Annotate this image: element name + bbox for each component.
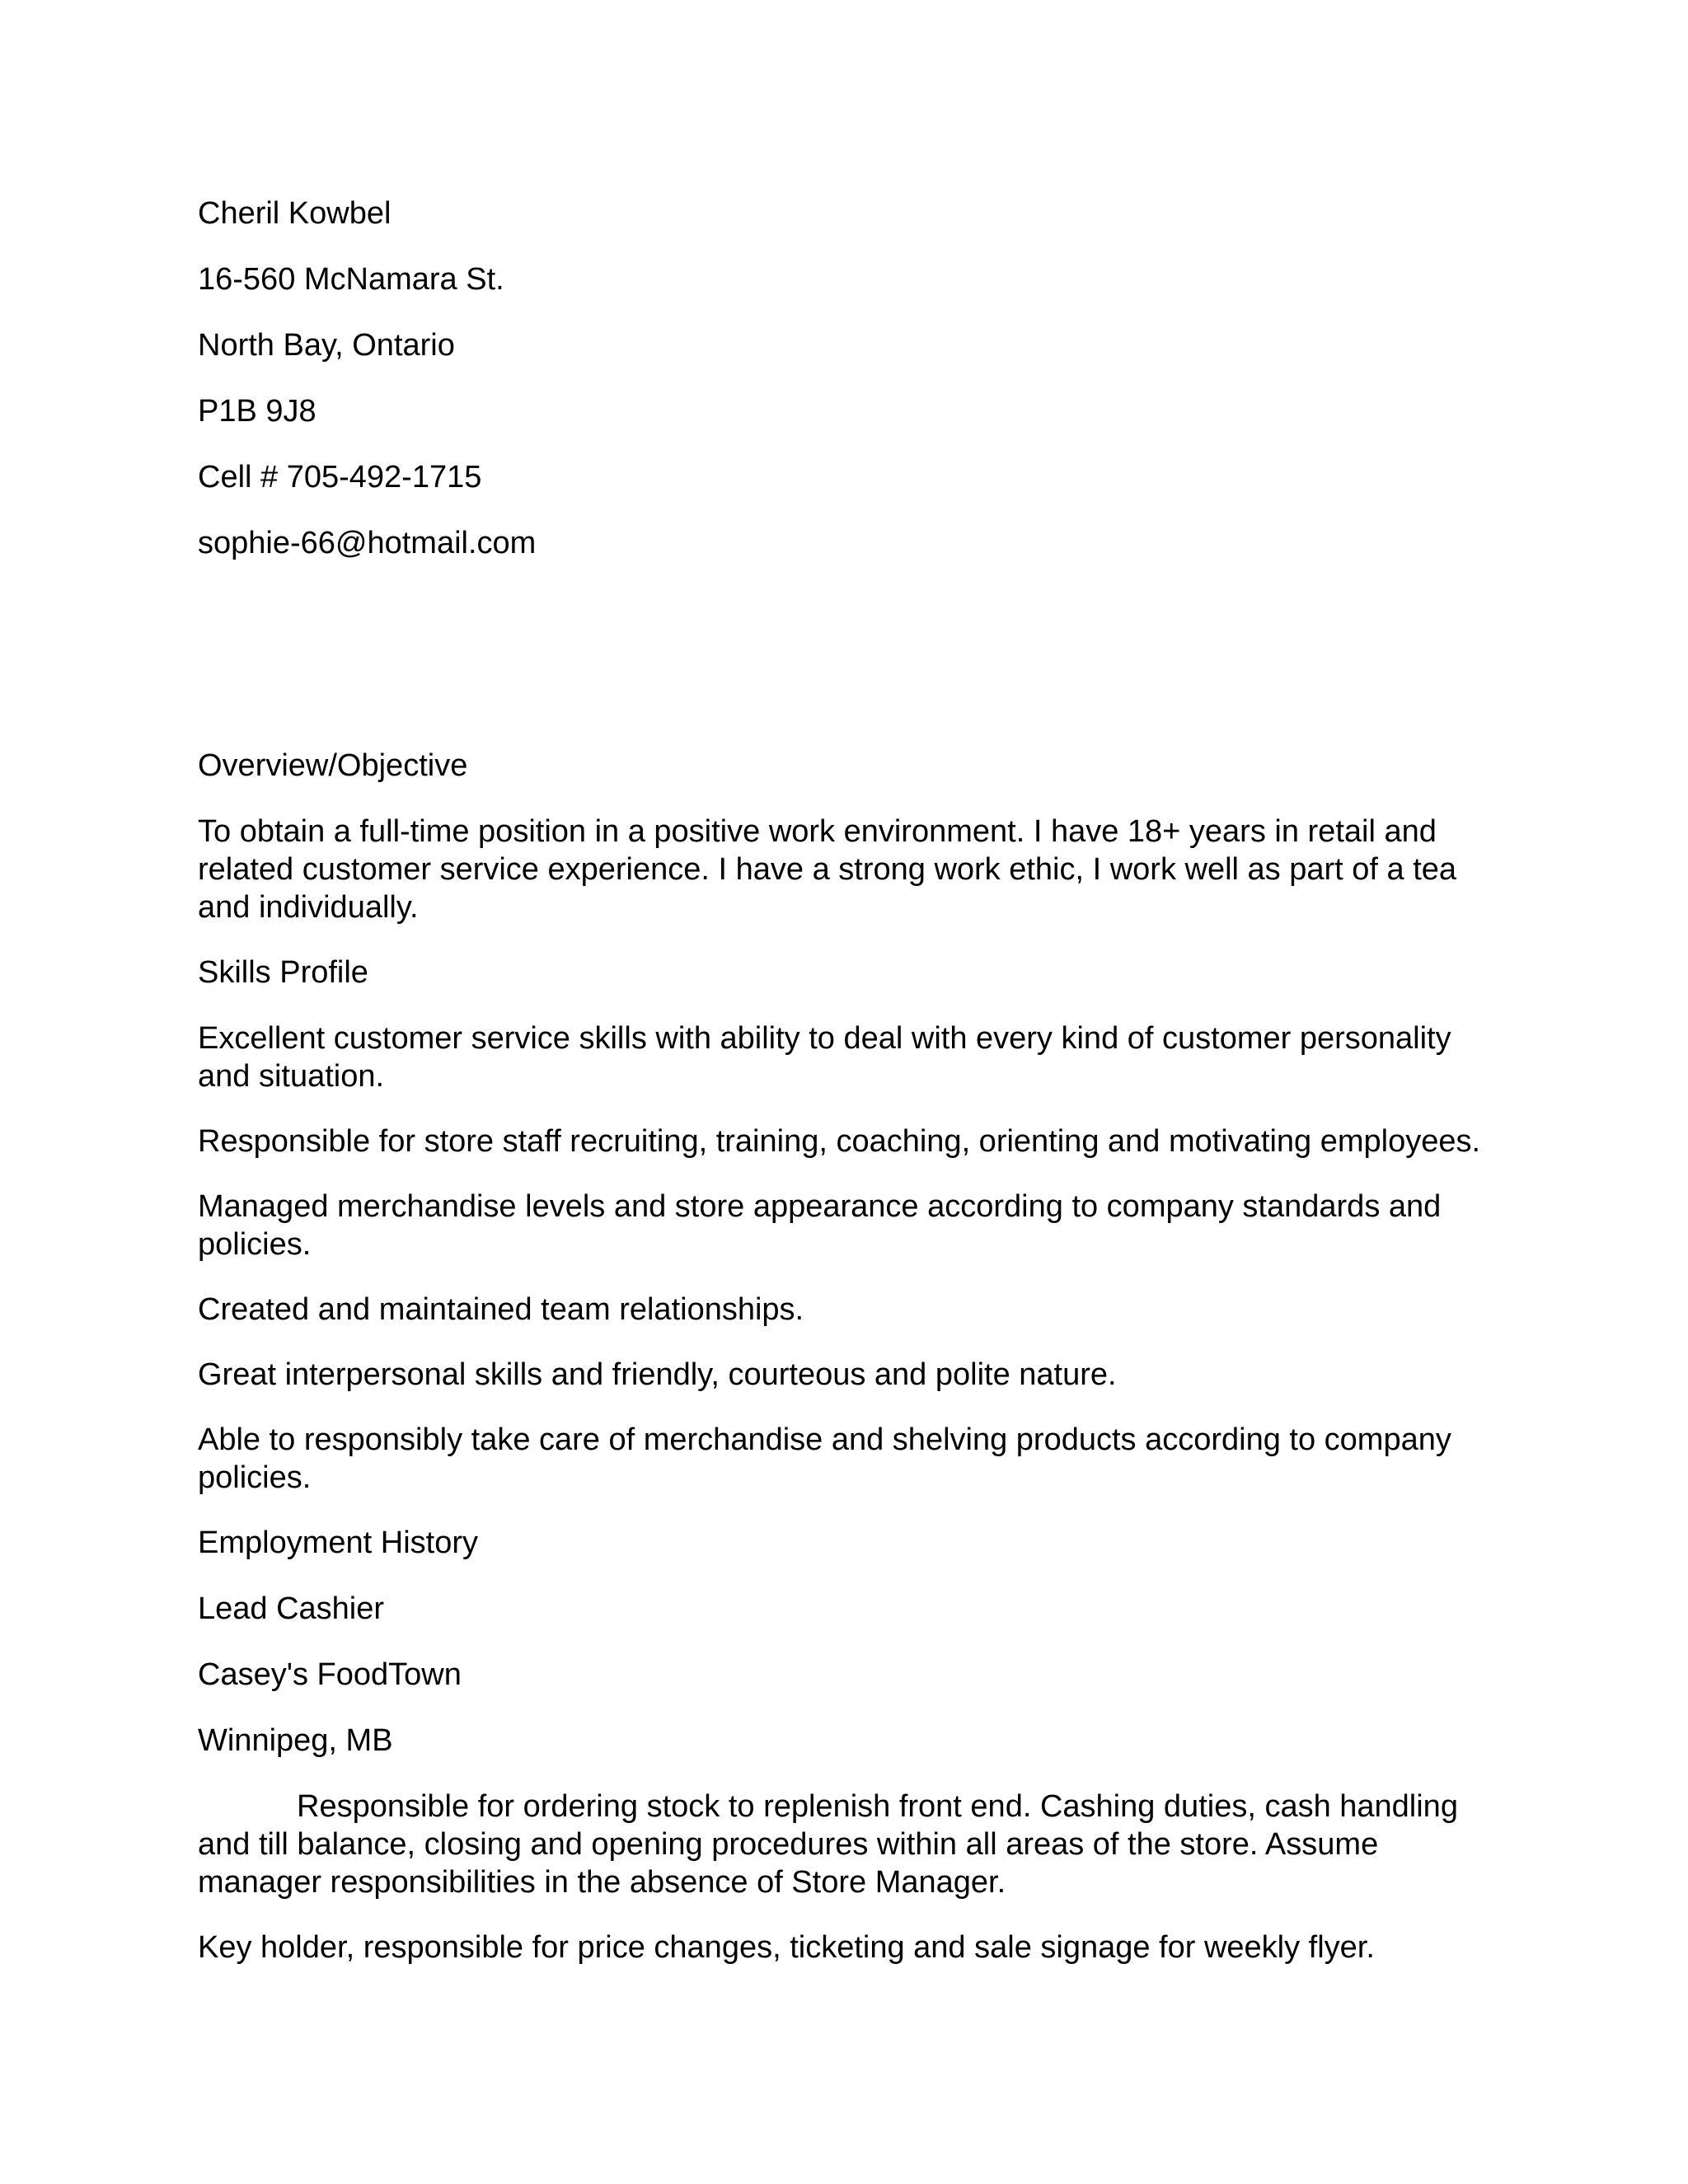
employment-section	[198, 1524, 1484, 1966]
overview-heading: Overview/Objective	[198, 748, 468, 783]
skill-item: Excellent customer service skills with ability to deal with every kind of customer personality and situation.	[198, 1021, 1451, 1094]
skill-item: Able to responsibly take care of merchandise and shelving products according to company policies.	[198, 1422, 1451, 1495]
contact-postal-code: P1B 9J8	[198, 394, 316, 429]
resume-body	[198, 194, 1484, 1994]
skill-item: Managed merchandise levels and store appearance according to company standards and policies.	[198, 1189, 1442, 1262]
contact-email: sophie-66@hotmail.com	[198, 526, 537, 560]
employer-name: Casey's FoodTown	[198, 1657, 462, 1692]
skills-heading: Skills Profile	[198, 955, 368, 990]
section-spacer	[198, 590, 1484, 747]
job-description: Responsible for ordering stock to replenish front end. Cashing duties, cash handling and till balance, closing and opening procedures within all areas of the store. Assume manager responsibilities in the absence of Store Manager.	[198, 1789, 1458, 1900]
contact-city: North Bay, Ontario	[198, 328, 455, 363]
overview-text: To obtain a full-time position in a positive work environment. I have 18+ years in retail and related customer service experience. I have a strong work ethic, I work well as part of a tea and individually.	[198, 814, 1457, 925]
skill-item: Responsible for store staff recruiting, training, coaching, orienting and motivating employees.	[198, 1124, 1481, 1159]
skills-section	[198, 954, 1484, 1497]
contact-block	[198, 194, 1484, 562]
contact-cell: Cell # 705-492-1715	[198, 460, 482, 494]
contact-name: Cheril Kowbel	[198, 196, 392, 231]
skill-item: Created and maintained team relationships.	[198, 1292, 804, 1327]
job-title: Lead Cashier	[198, 1591, 385, 1626]
contact-street: 16-560 McNamara St.	[198, 262, 504, 297]
job-location: Winnipeg, MB	[198, 1723, 393, 1758]
overview-section	[198, 747, 1484, 926]
employment-heading: Employment History	[198, 1526, 478, 1560]
job-duties: Key holder, responsible for price changes, ticketing and sale signage for weekly flyer.	[198, 1930, 1375, 1965]
skill-item: Great interpersonal skills and friendly, courteous and polite nature.	[198, 1357, 1117, 1392]
